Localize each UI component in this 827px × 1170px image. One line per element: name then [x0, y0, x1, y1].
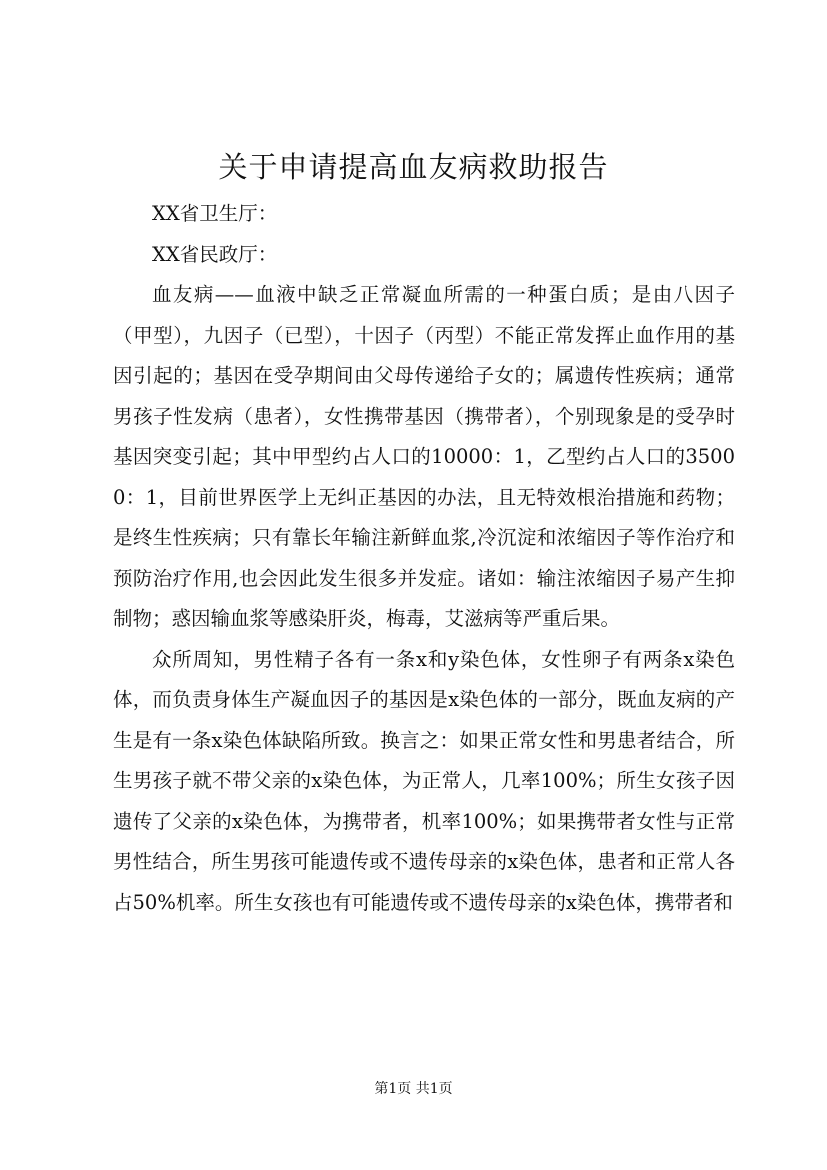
- paragraph-hemophilia-definition: 血友病——血液中缺乏正常凝血所需的一种蛋白质；是由八因子（甲型），九因子（已型），十因子（丙型）不能正常发挥止血作用的基因引起的；基因在受孕期间由父母传递给子女的；属遗传性疾病；通常男孩子性发病（患者），女性携带基因（携带者），个别现象是的受孕时基因突变引起；其中甲型约占人口的10000：1，乙型约占人口的35000：1，目前世界医学上无纠正基因的办法，且无特效根治措施和药物；是终生性疾病；只有靠长年输注新鲜血浆,冷沉淀和浓缩因子等作治疗和预防治疗作用,也会因此发生很多并发症。诸如：输注浓缩因子易产生抑制物；惑因输血浆等感染肝炎，梅毒，艾滋病等严重后果。: [113, 283, 735, 630]
- document-title: 关于申请提高血友病救助报告: [218, 150, 609, 184]
- page-footer: 第1页 共1页: [374, 1081, 453, 1097]
- document-body: [113, 194, 735, 923]
- salutation-health-department: XX省卫生厅：: [152, 202, 278, 225]
- salutation-civil-affairs-department: XX省民政厅：: [152, 242, 278, 266]
- paragraph-genetics-explanation: 众所周知，男性精子各有一条x和y染色体，女性卵子有两条x染色体，而负责身体生产凝血因子的基因是x染色体的一部分，既血友病的产生是有一条x染色体缺陷所致。换言之：如果正常女性和男患者结合，所生男孩子就不带父亲的x染色体，为正常人，几率100%；所生女孩子因遗传了父亲的x染色体，为携带者，机率100%；如果携带者女性与正常男性结合，所生男孩可能遗传或不遗传母亲的x染色体，患者和正常人各占50%机率。所生女孩也有可能遗传或不遗传母亲的x染色体，携带者和: [113, 647, 735, 914]
